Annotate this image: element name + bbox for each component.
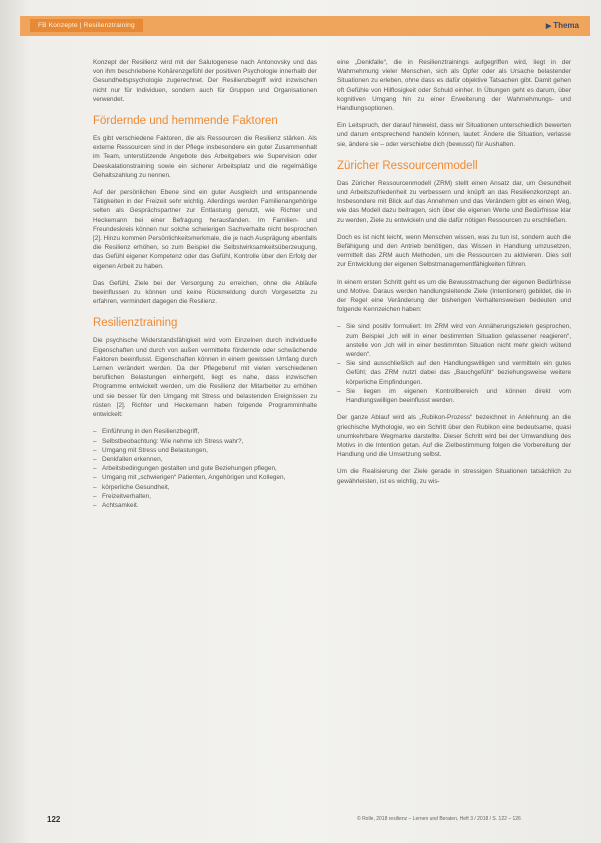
list-item: – Sie liegen im eigenen Kontrollbereich und können direkt vom Handlungswilligen beeinflusst werden. [337,387,571,405]
section-tab: FB Konzepte | Resilienztraining [30,19,143,32]
list-item: – Umgang mit Stress und Belastungen, [93,446,317,455]
list-item: – körperliche Gesundheit, [93,483,317,492]
list-item: – Achtsamkeit. [93,501,317,510]
paragraph: Das Züricher Ressourcenmodell (ZRM) stellt einen Ansatz dar, um Gesundheit und Arbeitszufriedenheit zu verbessern und knüpft an das Resilienzkonzept an. Insbesondere mit Blick auf das Annehmen und das Verändern gibt es einen Weg, wie das Modell dazu beitragen, sich über die eigenen Werte und Bedürfnisse klar zu werden, Ziele zu entwickeln und die dafür nötigen Ressourcen zu erschließen. [337,179,571,224]
list-item: – Umgang mit „schwierigen“ Patienten, Angehörigen und Kollegen, [93,473,317,482]
paragraph: Um die Realisierung der Ziele gerade in stressigen Situationen tatsächlich zu gewährleisten, ist es wichtig, zu wis- [337,468,571,485]
paragraph: Auf der persönlichen Ebene sind ein guter Ausgleich und entspannende Tätigkeiten in der Freizeit sehr wichtig. Allerdings werden Familienangehörige selten als Gesprächspartner zur Entlastung genutzt, wie Richter und Heckemann bei einer Befragung herausfanden. Im Familien- und Freundeskreis können nur solche schwierigen Sachverhalte nicht besprochen [2]. Hinzu kommen Persönlichkeitsmerkmale, die je nach Ausprägung ebenfalls die Resilienz erhöhen, so zum Beispiel die Selbstwirksamkeitsüberzeugung, das Gefühl eigener Kompetenz oder das Gefühl, Kontrolle über den Erfolg der eigenen Arbeit zu haben. [93,189,317,270]
paragraph: Konzept der Resilienz wird mit der Salutogenese nach Antonovsky und das von ihm beschriebene Kohärenzgefühl der positiven Psychologie innerhalb der Gesundheitspsychologie zugerechnet. Der Resilienzbegriff wird inzwischen nicht nur für Individuen, sondern auch für Gruppen und Organisationen verwendet. [93,59,317,103]
training-topics-list [93,427,317,510]
paragraph: In einem ersten Schritt geht es um die Bewusstmachung der eigenen Bedürfnisse und Motive. Daraus werden handlungsleitende Ziele (Intentionen) gebildet, die in der Regel eine Veränderung der bisherigen Verhaltensweisen bedeuten und folgende Kennzeichen haben: [337,278,571,314]
goal-criteria-list [337,322,571,405]
section-title: Thema [553,21,579,30]
paragraph: Doch es ist nicht leicht, wenn Menschen wissen, was zu tun ist, sondern auch die Befähigung und den Antrieb benötigen, das Wissen in Handlung umzusetzen, vermittelt das ZRM auch Methoden, um die Ressourcen zu aktivieren. Dies soll zur Entwicklung der eigenen Selbstmanagementfähigkeiten führen. [337,233,571,269]
list-item: – Sie sind ausschließlich auf den Handlungswilligen und vermitteln ein gutes Gefühl; das ZRM nutzt dabei das „Bauchgefühl“ beziehungsweise weitere körperliche Empfindungen. [337,359,571,387]
section-heading: Fördernde und hemmende Faktoren [93,115,278,128]
list-item: – Denkfallen erkennen, [93,455,317,464]
section-label [546,21,579,30]
list-item: – Arbeitsbedingungen gestalten und gute Beziehungen pflegen, [93,464,317,473]
paragraph: Es gibt verschiedene Faktoren, die als Ressourcen die Resilienz stärken. Als externe Ressourcen sind in der Pflege insbesondere ein guter Zusammenhalt im Team, unterstützende Angebote des Arbeitgebers wie Supervision oder Deeskalationstraining sowie ein sicherer Arbeitsplatz und die regelmäßige Gehaltszahlung zu nennen. [93,135,317,179]
section-heading: Resilienztraining [93,317,178,330]
list-item: – Selbstbeobachtung: Wie nehme ich Stress wahr?, [93,437,317,446]
section-heading: Züricher Ressourcenmodell [337,159,478,172]
list-item: – Sie sind positiv formuliert: Im ZRM wird von Annäherungszielen gesprochen, zum Beispiel „Ich will in einer bestimmten Situation gelassener reagieren“, anstelle von „Ich will in einer bestimmten Situation nicht mehr gleich wütend werden“. [337,322,571,359]
paragraph: Der ganze Ablauf wird als „Rubikon-Prozess“ bezeichnet in Anlehnung an die griechische Mythologie, wo ein Schritt über den Rubikon eine bedeutsame, quasi unumkehrbare Wegmarke darstellte. Dieser Schritt wird bei der Umwandlung des Motivs in die Intention getan. Auf die Zielbestimmung folgen die Vorbereitung der Handlung und die Umsetzung selbst. [337,414,571,459]
citation: © Rolle, 2018 resilienz – Lernen und Beraten, Heft 3 / 2018 / S. 122 – 126 [357,816,521,822]
left-column [93,58,317,518]
triangle-icon: ▶ [545,23,552,30]
paragraph: eine „Denkfalle“, die in Resilienztrainings aufgegriffen wird, liegt in der Wahrnehmung vieler Menschen, sich als Opfer oder als Ursache belastender Situationen zu erleben, ohne dass es dafür objektive Tatsachen gibt. Damit gehen oft Gefühle von Hilflosigkeit oder Schuld einher. In Übungen geht es darum, über kognitiven Umgang hin zu einer Erweiterung der Wahrnehmungs- und Handlungsoptionen. [337,59,571,113]
list-item: – Freizeitverhalten, [93,492,317,501]
paragraph: Ein Leitspruch, der darauf hinweist, dass wir Situationen unterschiedlich bewerten und darum entsprechend handeln können, lautet: Ändere die Situation, verlasse sie, ändere sie – oder verschiebe dich (bewusst) für Aushalten. [337,122,571,148]
list-item: – Einführung in den Resilienzbegriff, [93,427,317,436]
paragraph: Die psychische Widerstandsfähigkeit wird vom Einzelnen durch individuelle Eigenschaften und durch von außen vermittelte fördernde oder schwächende Faktoren beeinflusst. Eigenschaften können in einem gewissen Umfang durch Lernen verändert werden. Da der Pflegeberuf mit vielen verschiedenen beruflichen Belastungen einhergeht, liegt es nahe, dass inzwischen Programme entwickelt werden, um die Resilienz der Mitarbeiter zu erhöhen und sie besser für den Umgang mit Stress und belastenden Ereignissen zu rüsten [2]. Richter und Heckemann haben folgende Programminhalte entwickelt: [93,337,317,419]
right-column [337,58,571,494]
paragraph: Das Gefühl, Ziele bei der Versorgung zu erreichen, ohne die Abläufe beeinflussen zu können und keine Rückmeldung durch Vorgesetzte zu erfahren, vermindert dagegen die Resilienz. [93,279,317,306]
page-number: 122 [47,815,61,824]
